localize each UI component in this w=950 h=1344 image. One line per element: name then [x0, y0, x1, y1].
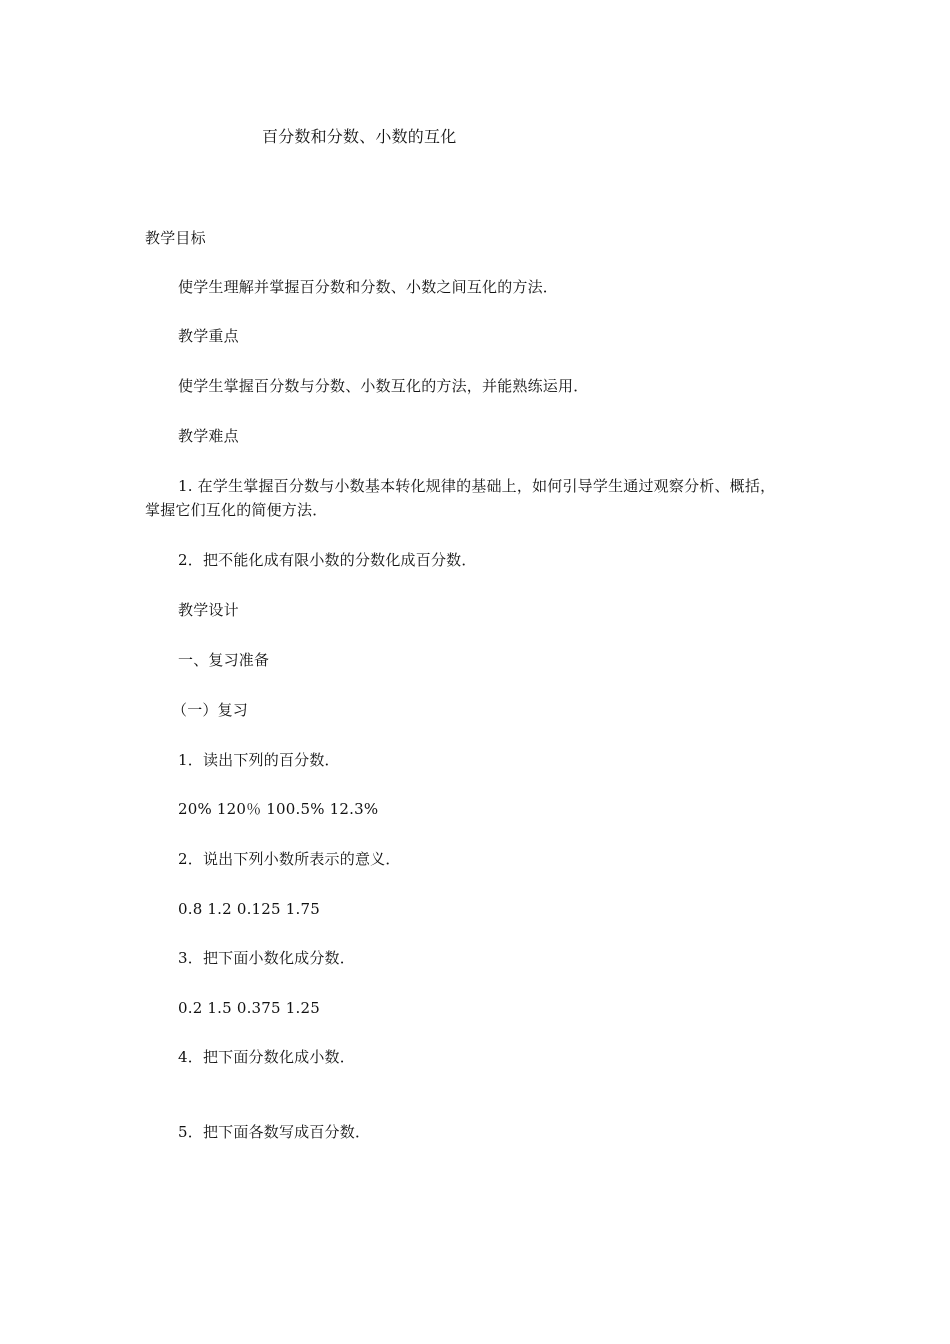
key-point-text: 使学生掌握百分数与分数、小数互化的方法，并能熟练运用． [178, 377, 589, 395]
document-title: 百分数和分数、小数的互化 [262, 127, 457, 146]
question-1-values: 20% 120％ 100.5% 12.3% [178, 800, 379, 818]
question-2: 2．说出下列小数所表示的意义． [178, 850, 401, 868]
section-heading-review: 一、复习准备 [178, 651, 270, 669]
question-3-values: 0.2 1.5 0.375 1.25 [178, 999, 320, 1017]
objective-text: 使学生理解并掌握百分数和分数、小数之间互化的方法． [178, 278, 559, 296]
question-2-values: 0.8 1.2 0.125 1.75 [178, 900, 320, 918]
key-point-heading: 教学重点 [178, 327, 239, 345]
question-4: 4．把下面分数化成小数． [178, 1048, 355, 1066]
subsection-heading-review: （一）复习 [172, 701, 249, 719]
difficulty-item-1-line-2: 掌握它们互化的简便方法． [145, 501, 328, 519]
design-heading: 教学设计 [178, 601, 239, 619]
difficulty-heading: 教学难点 [178, 427, 239, 445]
question-3: 3．把下面小数化成分数． [178, 949, 355, 967]
question-1: 1．读出下列的百分数． [178, 751, 340, 769]
question-5: 5．把下面各数写成百分数． [178, 1123, 371, 1141]
objective-heading: 教学目标 [145, 229, 206, 247]
difficulty-item-2: 2．把不能化成有限小数的分数化成百分数． [178, 551, 477, 569]
difficulty-item-1-line-1: 1. 在学生掌握百分数与小数基本转化规律的基础上，如何引导学生通过观察分析、概括， [178, 477, 776, 495]
